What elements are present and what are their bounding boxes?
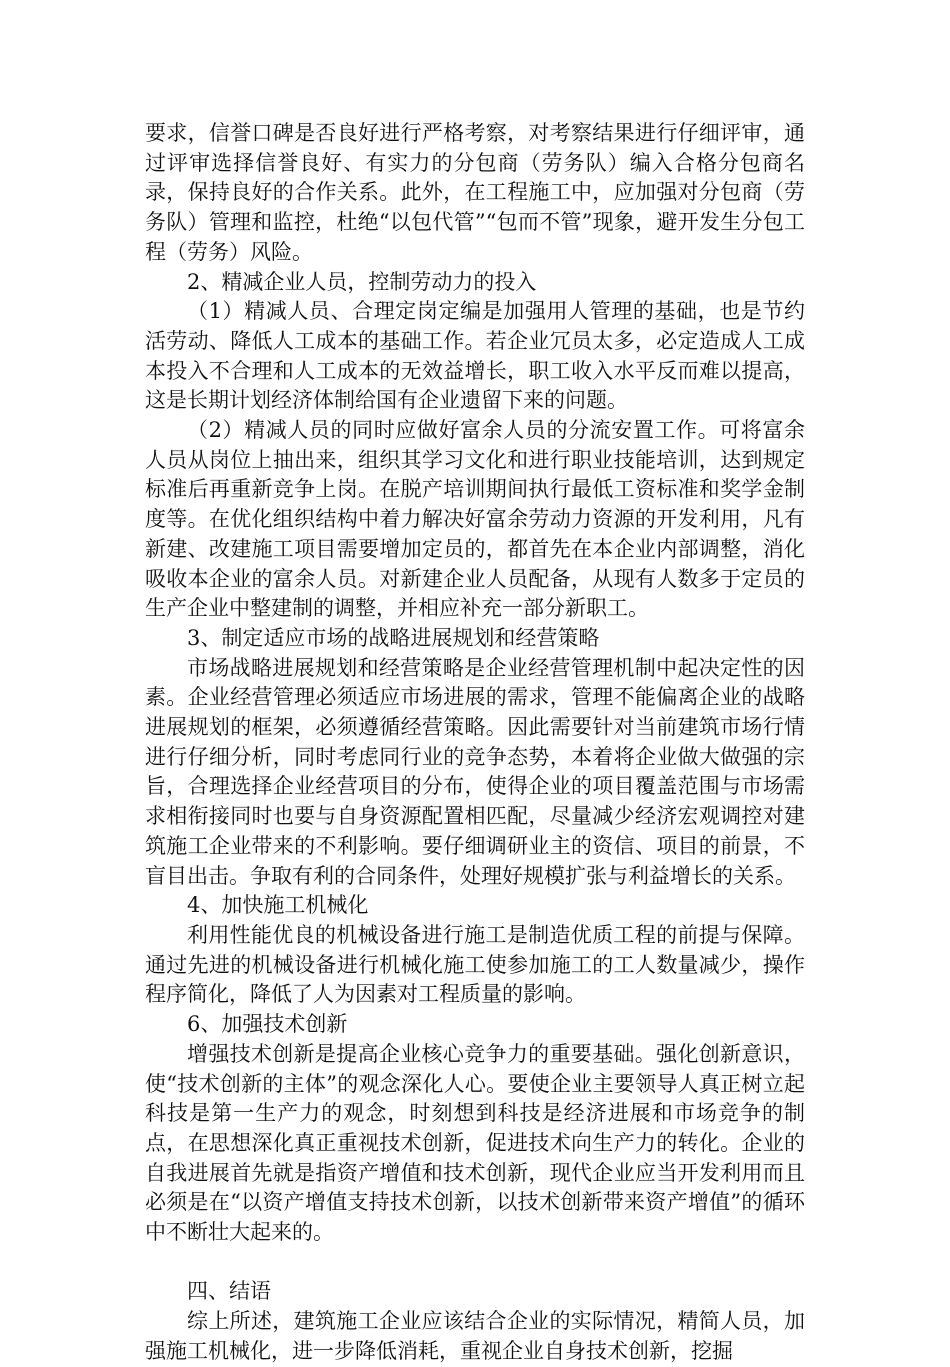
section-heading-conclusion: 四、结语 (187, 1279, 271, 1304)
section-heading-2: 2、精减企业人员，控制劳动力的投入 (187, 269, 537, 294)
section-heading-6: 6、加强技术创新 (187, 1012, 348, 1037)
paragraph-conclusion: 综上所述，建筑施工企业应该结合企业的实际情况，精简人员，加强施工机械化，进一步降低消耗，重视企业自身技术创新，挖掘 (145, 1309, 805, 1363)
paragraph-subcontractor-review: 要求，信誉口碑是否良好进行严格考察，对考察结果进行仔细评审，通过评审选择信誉良好、有实力的分包商（劳务队）编入合格分包商名录，保持良好的合作关系。此外，在工程施工中，应加强对分包商（劳务队）管理和监控，杜绝“以包代管”“包而不管”现象，避开发生分包工程（劳务）风险。 (145, 121, 805, 264)
paragraph-spacer (145, 1248, 805, 1278)
document-page (145, 119, 805, 1367)
paragraph-mechanization: 利用性能优良的机械设备进行施工是制造优质工程的前提与保障。通过先进的机械设备进行机械化施工使参加施工的工人数量减少，操作程序简化，降低了人为因素对工程质量的影响。 (145, 922, 805, 1007)
paragraph-staff-reduction-2: （2）精减人员的同时应做好富余人员的分流安置工作。可将富余人员从岗位上抽出来，组织其学习文化和进行职业技能培训，达到规定标准后再重新竞争上岗。在脱产培训期间执行最低工资标准和奖学金制度等。在优化组织结构中着力解决好富余劳动力资源的开发利用，凡有新建、改建施工项目需要增加定员的，都首先在本企业内部调整，消化吸收本企业的富余人员。对新建企业人员配备，从现有人数多于定员的生产企业中整建制的调整，并相应补充一部分新职工。 (145, 418, 805, 621)
paragraph-tech-innovation: 增强技术创新是提高企业核心竞争力的重要基础。强化创新意识，使“技术创新的主体”的观念深化人心。要使企业主要领导人真正树立起科技是第一生产力的观念，时刻想到科技是经济进展和市场竞争的制点，在思想深化真正重视技术创新，促进技术向生产力的转化。企业的自我进展首先就是指资产增值和技术创新，现代企业应当开发利用而且必须是在“以资产增值支持技术创新，以技术创新带来资产增值”的循环中不断壮大起来的。 (145, 1041, 805, 1245)
section-heading-3: 3、制定适应市场的战略进展规划和经营策略 (187, 625, 600, 650)
paragraph-market-strategy: 市场战略进展规划和经营策略是企业经营管理机制中起决定性的因素。企业经营管理必须适应市场进展的需求，管理不能偏离企业的战略进展规划的框架，必须遵循经营策略。因此需要针对当前建筑市场行情进行仔细分析，同时考虑同行业的竞争态势，本着将企业做大做强的宗旨，合理选择企业经营项目的分布，使得企业的项目覆盖范围与市场需求相衔接同时也要与自身资源配置相匹配，尽量减少经济宏观调控对建筑施工企业带来的不利影响。要仔细调研业主的资信、项目的前景，不盲目出击。争取有利的合同条件，处理好规模扩张与利益增长的关系。 (145, 655, 805, 888)
section-heading-4: 4、加快施工机械化 (187, 893, 369, 918)
paragraph-staff-reduction-1: （1）精减人员、合理定岗定编是加强用人管理的基础，也是节约活劳动、降低人工成本的基础工作。若企业冗员太多，必定造成人工成本投入不合理和人工成本的无效益增长，职工收入水平反而难以提高，这是长期计划经济体制给国有企业遗留下来的问题。 (145, 299, 805, 413)
